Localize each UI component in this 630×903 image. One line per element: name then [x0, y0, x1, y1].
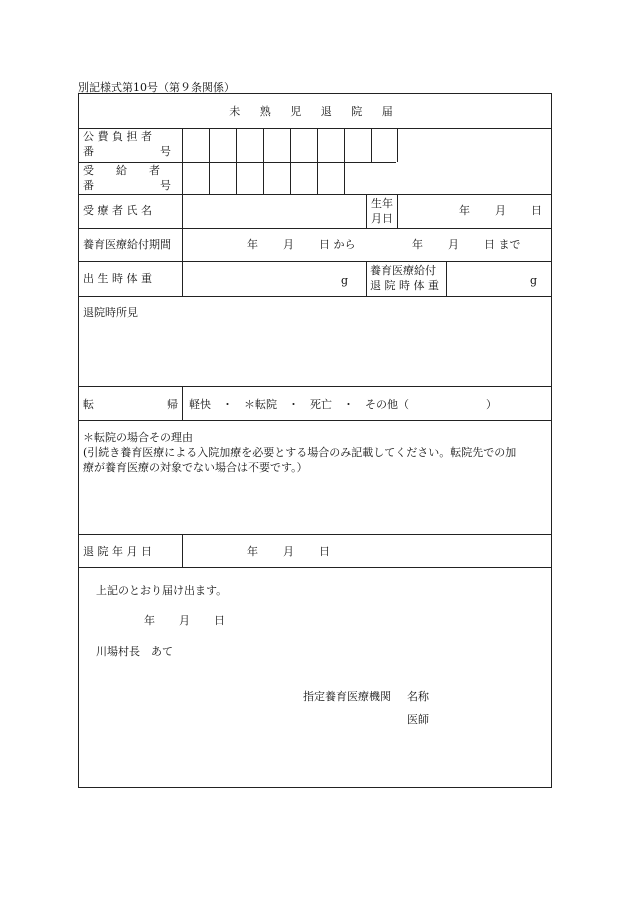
divider: [79, 194, 551, 195]
institution-name-label: 名称: [407, 690, 429, 703]
divider: [79, 261, 551, 262]
addressee: 川場村長 あて: [96, 645, 173, 658]
care-from-year: 年: [247, 238, 258, 251]
care-to-month: 月: [448, 238, 459, 251]
discharge-weight-label-line1: 養育医療給付: [370, 264, 436, 277]
form-title: 未 熟 児 退 院 届: [229, 105, 401, 118]
discharge-year-label: 年: [247, 545, 258, 558]
declaration-month: 月: [179, 614, 190, 627]
birth-date-label-line2: 月日: [371, 212, 393, 225]
care-from-month: 月: [283, 238, 294, 251]
care-to-year: 年: [412, 238, 423, 251]
divider: [79, 534, 551, 535]
discharge-weight-label-line2: 退 院 時 体 重: [370, 279, 439, 292]
divider: [182, 386, 183, 420]
transfer-reason-note-line1: (引続き養育医療による入院加療を必要とする場合のみ記載してください。転院先での加: [83, 446, 517, 459]
care-to-day: 日 まで: [484, 238, 521, 251]
divider: [366, 194, 367, 228]
declaration-statement: 上記のとおり届け出ます。: [96, 584, 228, 597]
discharge-date-label: 退 院 年 月 日: [83, 545, 152, 558]
declaration-year: 年: [144, 614, 155, 627]
digit-box-divider: [397, 128, 398, 162]
divider: [79, 386, 551, 387]
outcome-options: 軽快 ・ ＊転院 ・ 死亡 ・ その他（ ）: [189, 398, 497, 411]
divider: [446, 261, 447, 296]
transfer-reason-label: ＊転院の場合その理由: [83, 431, 193, 444]
discharge-day-label: 日: [319, 545, 330, 558]
digit-box-divider: [371, 128, 372, 162]
divider: [79, 296, 551, 297]
declaration-day: 日: [214, 614, 225, 627]
divider: [79, 420, 551, 421]
doctor-label: 医師: [407, 713, 429, 726]
divider: [182, 261, 183, 296]
form-caption: 別記様式第10号（第９条関係）: [78, 81, 235, 94]
transfer-reason-note-line2: 療が養育医療の対象でない場合は不要です。）: [83, 461, 308, 474]
divider: [182, 162, 396, 163]
discharge-form: 未 熟 児 退 院 届 公 費 負 担 者 番 号 受 給 者 番 号 受 療 者 氏 名 生年 月日 年 月 日 養育医療給付期間 年 月 日 から 年 月 日 まで 出 生 時 体 重 g 養育医療給付 退 院 時 体 重 g 退院時所見 転 帰 軽快 ・ ＊転院 ・ 死亡 ・ その他（ ） ＊転院の場合その理由 (引続き養育医療による入院加療を必要とする場合のみ記載してください。転院先での加 療が養育医療の対象でない場合は不要です。） 退 院 年 月 日 年 月 日 上記のとおり届け出ます。 年 月 日 川場村長 あて 指定養育医療機関 名称 医師: [78, 93, 552, 788]
digit-box-divider: [263, 128, 264, 194]
divider: [79, 567, 551, 568]
birth-month-label: 月: [495, 204, 506, 217]
institution-label: 指定養育医療機関: [303, 690, 391, 703]
care-period-label: 養育医療給付期間: [83, 238, 171, 251]
birth-weight-label: 出 生 時 体 重: [83, 272, 152, 285]
patient-name-label: 受 療 者 氏 名: [83, 204, 152, 217]
digit-box-divider: [290, 128, 291, 194]
divider: [397, 194, 398, 228]
divider: [182, 194, 183, 261]
divider: [79, 162, 182, 163]
digit-box-divider: [236, 128, 237, 194]
discharge-weight-unit: g: [530, 274, 538, 287]
divider: [366, 261, 367, 296]
birth-date-label-line1: 生年: [371, 197, 393, 210]
digit-box-divider: [209, 128, 210, 194]
findings-label: 退院時所見: [83, 306, 138, 319]
digit-box-divider: [317, 128, 318, 194]
divider: [79, 228, 551, 229]
digit-box-divider: [344, 128, 345, 194]
birth-day-label: 日: [531, 204, 542, 217]
care-from-day: 日 から: [319, 238, 356, 251]
divider: [182, 534, 183, 567]
discharge-month-label: 月: [283, 545, 294, 558]
birth-year-label: 年: [459, 204, 470, 217]
divider: [79, 128, 551, 129]
birth-weight-unit: g: [341, 274, 349, 287]
